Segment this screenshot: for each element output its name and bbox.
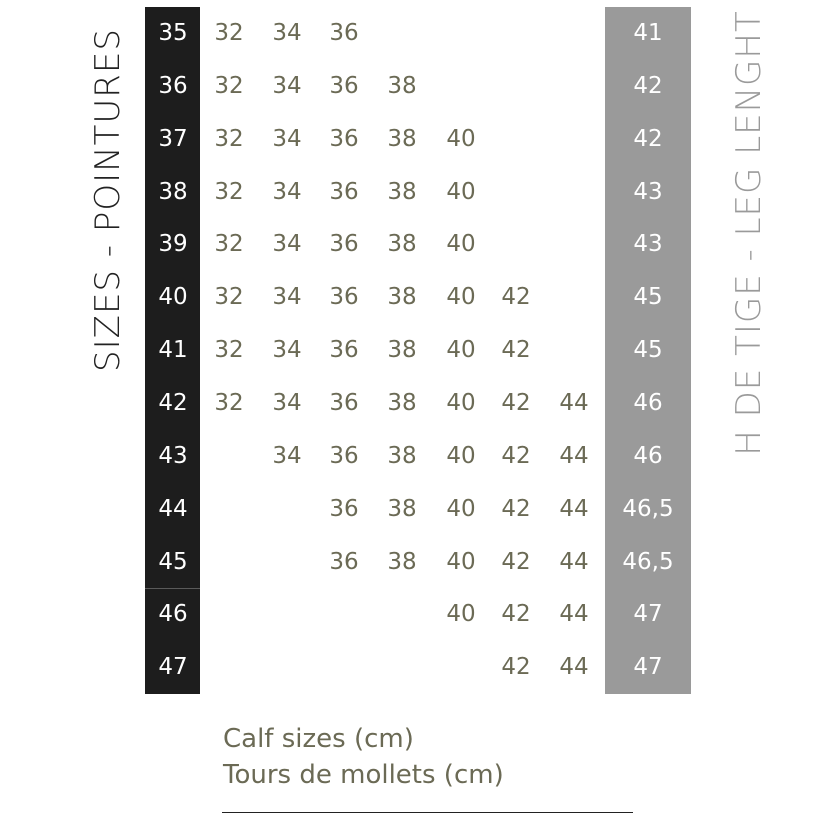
calf-size-cell: 44 [559,654,589,681]
calf-size-cell: 40 [446,601,476,628]
leg-length-cell: 47 [633,654,663,681]
calf-size-cell: 34 [272,442,302,469]
shoe-size-cell: 41 [158,337,188,364]
calf-size-cell: 34 [272,20,302,46]
calf-size-cell: 38 [387,125,417,152]
calf-size-cell: 38 [387,389,417,416]
calf-size-cell: 40 [446,548,476,575]
sizes-axis-label: SIZES - POINTURES [88,28,128,372]
calf-size-cell: 32 [214,20,244,46]
calf-size-cell: 40 [446,337,476,364]
calf-size-cell: 32 [214,389,244,416]
calf-size-cell: 36 [329,442,359,469]
calf-size-cell: 36 [329,178,359,205]
calf-size-cell: 42 [501,337,531,364]
calf-size-cell: 44 [559,601,589,628]
calf-size-cell: 36 [329,548,359,575]
leg-length-cell: 46 [633,442,663,469]
shoe-size-cell: 35 [158,20,188,46]
calf-size-cell: 38 [387,442,417,469]
calf-size-cell: 40 [446,231,476,258]
calf-size-cell: 42 [501,654,531,681]
calf-size-cell: 42 [501,284,531,311]
calf-size-cell: 34 [272,72,302,99]
calf-size-cell: 42 [501,389,531,416]
leg-length-cell: 46,5 [622,548,674,575]
calf-size-cell: 34 [272,284,302,311]
leg-length-cell: 45 [633,337,663,364]
calf-size-cell: 44 [559,442,589,469]
calf-size-cell: 34 [272,337,302,364]
leg-length-cell: 41 [633,20,663,46]
calf-size-cell: 42 [501,601,531,628]
calf-size-cell: 34 [272,231,302,258]
calf-size-cell: 32 [214,178,244,205]
shoe-size-cell: 40 [158,284,188,311]
calf-size-cell: 36 [329,231,359,258]
calf-size-cell: 38 [387,284,417,311]
shoe-size-cell: 46 [158,601,188,628]
shoe-size-cell: 37 [158,125,188,152]
calf-size-cell: 40 [446,284,476,311]
shoe-size-cell: 45 [158,548,188,575]
calf-size-cell: 32 [214,231,244,258]
calf-size-cell: 44 [559,389,589,416]
calf-size-cell: 40 [446,442,476,469]
sizes-label-wrap [82,10,134,390]
shoe-size-cell: 44 [158,495,188,522]
shoe-size-cell: 43 [158,442,188,469]
shoe-size-cell: 36 [158,72,188,99]
calf-size-cell: 32 [214,284,244,311]
calf-size-cell: 38 [387,495,417,522]
calf-size-cell: 38 [387,178,417,205]
calf-size-cell: 40 [446,178,476,205]
calf-size-cell: 32 [214,125,244,152]
calf-size-cell: 40 [446,495,476,522]
leg-length-cell: 46 [633,389,663,416]
calf-size-cell: 44 [559,548,589,575]
calf-size-cell: 36 [329,20,359,46]
calf-size-cell: 36 [329,72,359,99]
leg-length-cell: 47 [633,601,663,628]
calf-size-cell: 42 [501,442,531,469]
calf-size-cell: 34 [272,178,302,205]
calf-size-cell: 32 [214,72,244,99]
calf-size-cell: 38 [387,337,417,364]
calf-size-cell: 38 [387,72,417,99]
calf-size-cell: 42 [501,495,531,522]
calf-size-cell: 38 [387,548,417,575]
shoe-size-cell: 39 [158,231,188,258]
leg-label-wrap [722,8,776,458]
calf-size-cell: 36 [329,389,359,416]
calf-size-cell: 34 [272,389,302,416]
caption-calf-sizes-fr: Tours de mollets (cm) [223,760,504,790]
leg-length-axis-label: H DE TIGE - LEG LENGHT [729,10,769,456]
leg-length-cell: 45 [633,284,663,311]
calf-size-cell: 40 [446,125,476,152]
leg-length-cell: 43 [633,178,663,205]
caption-underline [222,812,633,813]
calf-size-cell: 32 [214,337,244,364]
shoe-size-cell: 47 [158,654,188,681]
calf-size-cell: 38 [387,231,417,258]
calf-size-cell: 36 [329,495,359,522]
calf-size-cell: 42 [501,548,531,575]
calf-size-cell: 36 [329,125,359,152]
calf-size-cell: 44 [559,495,589,522]
calf-size-cell: 36 [329,337,359,364]
leg-length-cell: 43 [633,231,663,258]
shoe-size-cell: 42 [158,389,188,416]
shoe-size-cell: 38 [158,178,188,205]
caption-calf-sizes-en: Calf sizes (cm) [223,724,414,754]
leg-length-cell: 42 [633,125,663,152]
leg-length-cell: 42 [633,72,663,99]
calf-size-cell: 34 [272,125,302,152]
calf-size-cell: 36 [329,284,359,311]
leg-length-cell: 46,5 [622,495,674,522]
calf-size-cell: 40 [446,389,476,416]
